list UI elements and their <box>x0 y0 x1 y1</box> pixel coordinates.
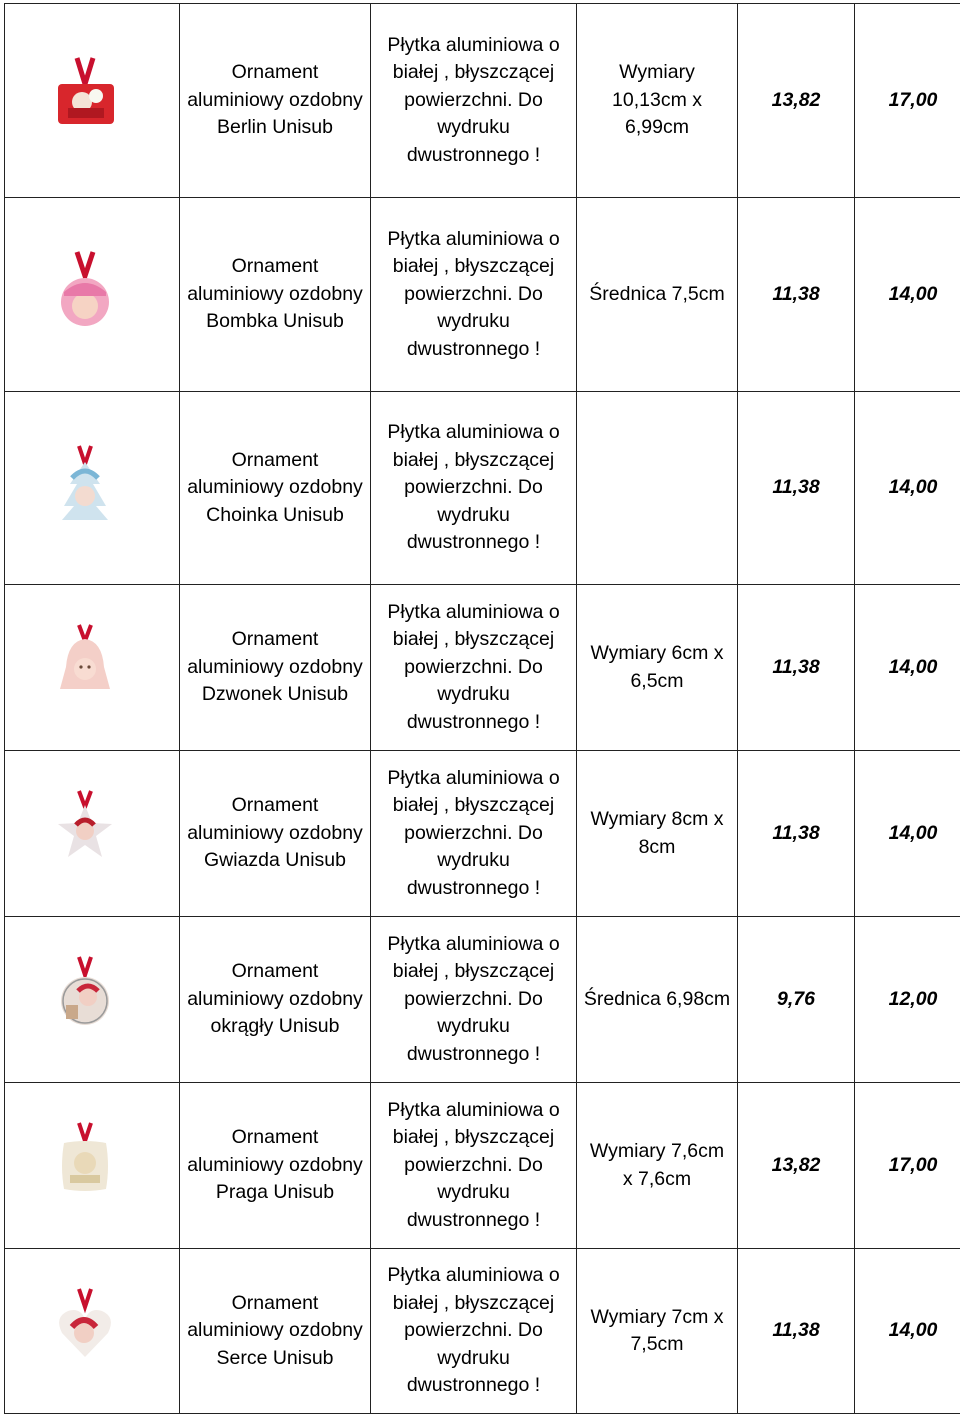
product-name: Ornament aluminiowy ozdobny Berlin Unisub <box>180 4 371 198</box>
price-gross: 12,00 <box>855 917 960 1083</box>
product-dimensions <box>577 392 738 585</box>
star-ornament-icon <box>50 789 120 869</box>
price-gross: 14,00 <box>855 751 960 917</box>
product-image-cell <box>5 392 180 585</box>
table-row <box>5 585 960 751</box>
product-name: Ornament aluminiowy ozdobny Gwiazda Unisub <box>180 751 371 917</box>
product-name: Ornament aluminiowy ozdobny Praga Unisub <box>180 1083 371 1249</box>
product-image-cell <box>5 585 180 751</box>
product-name: Ornament aluminiowy ozdobny Serce Unisub <box>180 1249 371 1414</box>
tree-ornament-icon <box>50 444 120 524</box>
product-dimensions: Wymiary 10,13cm x 6,99cm <box>577 4 738 198</box>
price-gross: 17,00 <box>855 4 960 198</box>
table-row <box>5 751 960 917</box>
circle-ornament-icon <box>50 955 120 1035</box>
price-gross: 14,00 <box>855 198 960 392</box>
table-row <box>5 198 960 392</box>
product-description: Płytka aluminiowa o białej , błyszczącej powierzchni. Do wydruku dwustronnego ! <box>371 917 577 1083</box>
product-description: Płytka aluminiowa o białej , błyszczącej powierzchni. Do wydruku dwustronnego ! <box>371 585 577 751</box>
table-row <box>5 4 960 198</box>
product-dimensions: Wymiary 6cm x 6,5cm <box>577 585 738 751</box>
table-row <box>5 1083 960 1249</box>
product-image-cell <box>5 4 180 198</box>
product-description: Płytka aluminiowa o białej , błyszczącej powierzchni. Do wydruku dwustronnego ! <box>371 751 577 917</box>
price-net: 13,82 <box>738 1083 855 1249</box>
price-gross: 14,00 <box>855 392 960 585</box>
price-net: 13,82 <box>738 4 855 198</box>
price-net: 11,38 <box>738 585 855 751</box>
product-description: Płytka aluminiowa o białej , błyszczącej powierzchni. Do wydruku dwustronnego ! <box>371 4 577 198</box>
price-net: 9,76 <box>738 917 855 1083</box>
product-dimensions: Wymiary 8cm x 8cm <box>577 751 738 917</box>
rectangle-ornament-icon <box>50 56 120 136</box>
product-name: Ornament aluminiowy ozdobny Choinka Unisub <box>180 392 371 585</box>
product-name: Ornament aluminiowy ozdobny Bombka Unisub <box>180 198 371 392</box>
heart-ornament-icon <box>50 1287 120 1367</box>
price-net: 11,38 <box>738 751 855 917</box>
table-row <box>5 917 960 1083</box>
table-row <box>5 1249 960 1414</box>
price-gross: 14,00 <box>855 1249 960 1414</box>
price-net: 11,38 <box>738 198 855 392</box>
product-image-cell <box>5 917 180 1083</box>
product-image-cell <box>5 1083 180 1249</box>
product-image-cell <box>5 751 180 917</box>
product-dimensions: Średnica 6,98cm <box>577 917 738 1083</box>
product-name: Ornament aluminiowy ozdobny Dzwonek Unisub <box>180 585 371 751</box>
round-ornament-icon <box>50 250 120 330</box>
table-row <box>5 392 960 585</box>
product-image-cell <box>5 198 180 392</box>
price-net: 11,38 <box>738 392 855 585</box>
bell-ornament-icon <box>50 623 120 703</box>
product-description: Płytka aluminiowa o białej , błyszczącej powierzchni. Do wydruku dwustronnego ! <box>371 1083 577 1249</box>
product-name: Ornament aluminiowy ozdobny okrągły Unisub <box>180 917 371 1083</box>
product-image-cell <box>5 1249 180 1414</box>
price-gross: 17,00 <box>855 1083 960 1249</box>
price-gross: 14,00 <box>855 585 960 751</box>
product-description: Płytka aluminiowa o białej , błyszczącej powierzchni. Do wydruku dwustronnego ! <box>371 198 577 392</box>
product-dimensions: Wymiary 7,6cm x 7,6cm <box>577 1083 738 1249</box>
product-description: Płytka aluminiowa o białej , błyszczącej powierzchni. Do wydruku dwustronnego ! <box>371 1249 577 1414</box>
square-ornament-icon <box>50 1121 120 1201</box>
product-description: Płytka aluminiowa o białej , błyszczącej powierzchni. Do wydruku dwustronnego ! <box>371 392 577 585</box>
product-dimensions: Średnica 7,5cm <box>577 198 738 392</box>
price-net: 11,38 <box>738 1249 855 1414</box>
product-dimensions: Wymiary 7cm x 7,5cm <box>577 1249 738 1414</box>
price-table <box>4 3 960 1414</box>
